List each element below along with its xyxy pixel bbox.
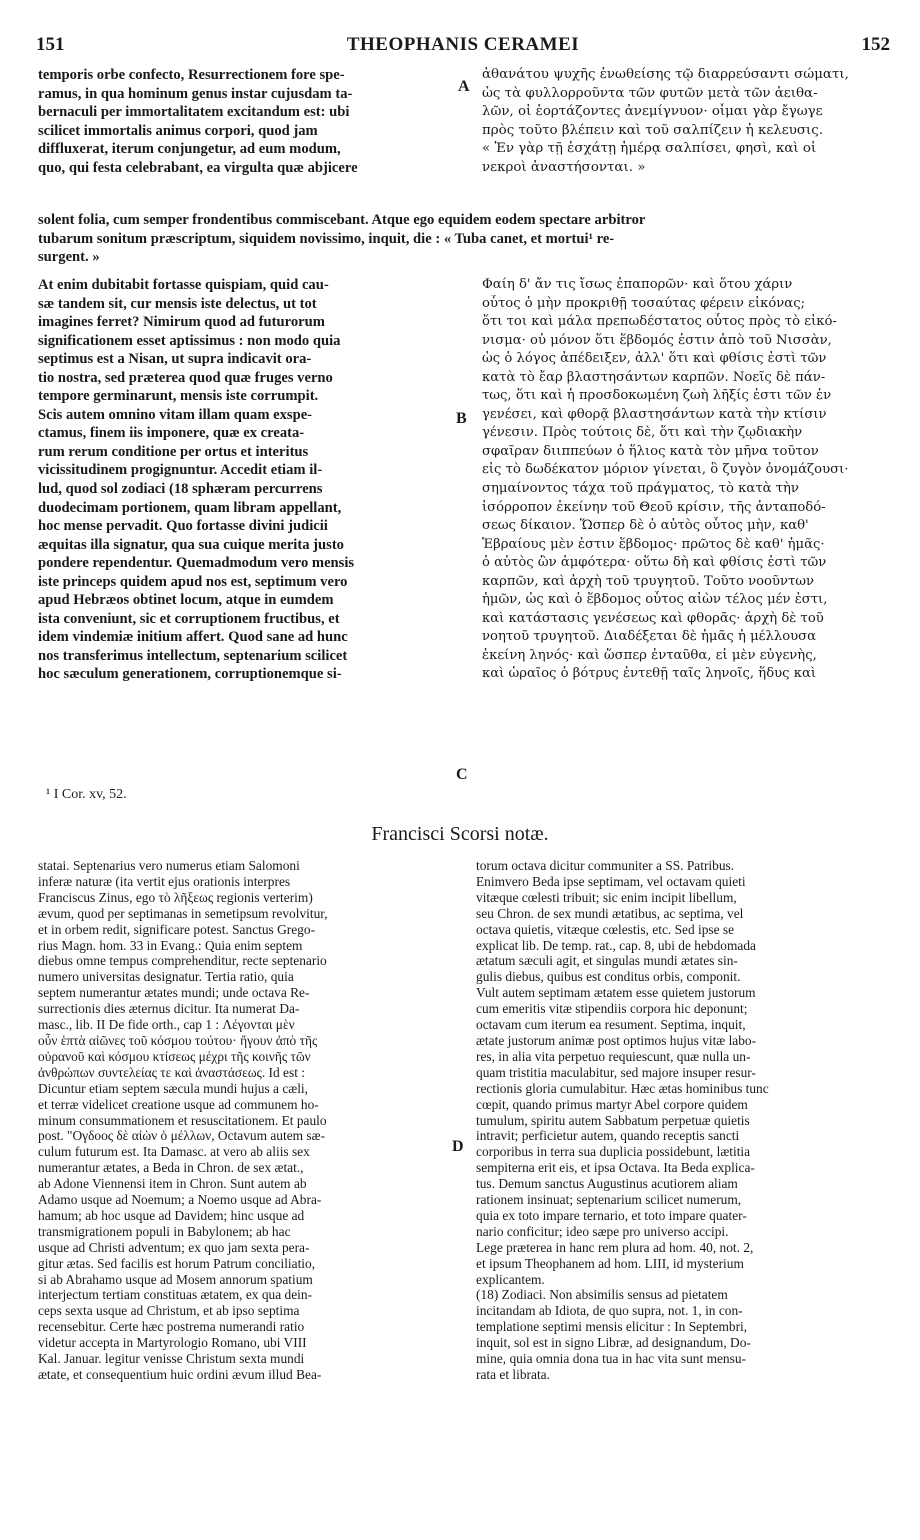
text-line: et ipsum Theophanem ad hom. LIII, id mysterium bbox=[476, 1255, 744, 1271]
text-line: ὡς τὰ φυλλορροῦντα τῶν φυτῶν μετὰ τῶν ἀειθα- bbox=[482, 85, 818, 101]
text-line: cœpit, quando primus martyr Abel corpore quidem bbox=[476, 1096, 748, 1112]
text-line: inquit, sol est in signo Libræ, ad designandum, Do- bbox=[476, 1335, 751, 1351]
text-line: octavam cum iterum ea resument. Septima, inquit, bbox=[476, 1017, 746, 1033]
text-line: nos transferimus intellectum, septenarium scilicet bbox=[38, 647, 348, 664]
text-line: ævum, quod per septimanas in semetipsum revolvitur, bbox=[38, 905, 328, 921]
greek-column-main bbox=[482, 276, 888, 684]
text-line: nario conficitur; ideo sæpe pro universo accipi. bbox=[476, 1223, 729, 1239]
text-line: numerantur ætates, a Beda in Chron. de sex ætat., bbox=[38, 1160, 304, 1176]
text-line: tempore germinarunt, mensis iste corrumpit. bbox=[38, 388, 319, 405]
text-line: gitur ætas. Sed facilis est horum Patrum conciliatio, bbox=[38, 1255, 316, 1271]
text-line: σεως δίκαιον. Ὥσπερ δὲ ὁ αὐτὸς οὗτος μὴν, καθ' bbox=[482, 518, 809, 534]
text-line: corporibus in terra sua duplicia possidebunt, lætitia bbox=[476, 1144, 751, 1160]
text-line: quia ex toto impare ternario, et toto impare quater- bbox=[476, 1207, 747, 1223]
text-line: sæ tandem sit, cur mensis iste delectus, ut tot bbox=[38, 295, 317, 312]
text-line: interjectum tertiam constituas ætatem, ex qua dein- bbox=[38, 1287, 313, 1303]
text-line: rius Magn. hom. 33 in Evang.: Quia enim septem bbox=[38, 937, 303, 953]
text-line: tumulum, spiritu autem Sabbatum perpetuæ quietis bbox=[476, 1112, 750, 1128]
text-line: templatione septimi mensis elicitur : In Septembri, bbox=[476, 1319, 748, 1335]
text-line: explicat lib. De temp. rat., cap. 8, ubi de hebdomada bbox=[476, 937, 756, 953]
text-line: ἡμῶν, ὡς καὶ ὁ ἕβδομος οὗτος αἰὼν τέλος μέν ἐστι, bbox=[482, 592, 828, 608]
text-line: iste princeps quidem apud nos est, septimum vero bbox=[38, 573, 348, 590]
text-line: cum emeritis vitæ stipendiis corpora hic deponunt; bbox=[476, 1001, 748, 1017]
text-line: idem vindemiæ initium affert. Quod sane ad hunc bbox=[38, 629, 348, 646]
text-line: temporis orbe confecto, Resurrectionem fore spe- bbox=[38, 67, 345, 83]
text-line: ctamus, finem iis imponere, quæ ex creata- bbox=[38, 425, 305, 442]
text-line: At enim dubitabit fortasse quispiam, quid cau- bbox=[38, 277, 329, 293]
text-line: octava quietis, vitæque cœlestis, etc. Sed ipse se bbox=[476, 921, 735, 937]
text-line: Kal. Januar. legitur venisse Christum sexta mundi bbox=[38, 1351, 305, 1367]
text-line: Adamo usque ad Noemum; a Noemo usque ad Abra- bbox=[38, 1192, 322, 1208]
text-line: inferæ naturæ (ita vertit ejus orationis interpres bbox=[38, 873, 291, 889]
text-line: minum consummationem et resuscitationem. Et paulo bbox=[38, 1112, 327, 1128]
text-line: et in orbem redit, significare potest. Sanctus Grego- bbox=[38, 921, 316, 937]
text-line: æquitas illa signatur, qua sua cuique merita justo bbox=[38, 536, 344, 553]
text-line: surrectionis dies æternus dicitur. Ita numerat Da- bbox=[38, 1001, 300, 1017]
left-page-number: 151 bbox=[36, 34, 65, 55]
greek-column-top bbox=[482, 66, 888, 177]
text-line: incitandam ab Idiota, de quo supra, not. 1, in con- bbox=[476, 1303, 743, 1319]
text-line: hoc mense pervadit. Quo fortasse divini judicii bbox=[38, 518, 328, 535]
text-line: intravit; perficietur autem, quando receptis sancti bbox=[476, 1128, 740, 1144]
text-line: mine, quia omnia dona tua in hac vita sunt mensu- bbox=[476, 1351, 746, 1367]
text-line: Enimvero Beda ipse septimam, vel octavam quieti bbox=[476, 873, 746, 889]
text-line: Ἑβραίους μὲν ἐστιν ἕβδομος· πρῶτος δὲ καθ' ἡμᾶς· bbox=[482, 536, 825, 552]
text-line: tus. Demum sanctus Augustinus acutiorem aliam bbox=[476, 1176, 738, 1192]
margin-letter-b: B bbox=[456, 410, 467, 427]
margin-letter-d: D bbox=[452, 1138, 464, 1155]
text-line: νεκροὶ ἀναστήσονται. » bbox=[482, 159, 646, 175]
text-line: πρὸς τοῦτο βλέπειν καὶ τοῦ σαλπίζειν ἡ κελευσις. bbox=[482, 122, 824, 138]
text-line: diebus omne tempus comprehenditur, recte septenario bbox=[38, 953, 327, 969]
text-line: Franciscus Zinus, ego τὸ λῆξεως regionis verterim) bbox=[38, 889, 313, 905]
text-line: Φαίη δ' ἄν τις ἴσως ἐπαπορῶν· καὶ ὅτου χάριν bbox=[482, 277, 793, 292]
text-line: rationem insinuat; septenarium scilicet numerum, bbox=[476, 1192, 742, 1208]
text-line: Lege præterea in hanc rem plura ad hom. 40, not. 2, bbox=[476, 1239, 754, 1255]
text-line: numero universitas designatur. Tertia ratio, quia bbox=[38, 969, 294, 985]
footnote-reference: ¹ I Cor. xv, 52. bbox=[46, 787, 127, 802]
text-line: ramus, in qua hominum genus instar cujusdam ta- bbox=[38, 85, 353, 102]
notes-left-column bbox=[38, 858, 452, 1383]
text-line: vicissitudinem progignuntur. Accedit etiam il- bbox=[38, 462, 323, 479]
text-line: rectionis gloria cumulabitur. Hæc ætas hominibus tunc bbox=[476, 1080, 769, 1096]
text-line: quam tristitia maculabitur, sed majore insuper resur- bbox=[476, 1064, 756, 1080]
latin-column-top bbox=[38, 66, 454, 177]
text-line: καρπῶν, καὶ ἀρχὴ τοῦ τρυγητοῦ. Τοῦτο νοοῦντων bbox=[482, 573, 815, 589]
text-line: septimus est a Nisan, ut supra indicavit ora- bbox=[38, 351, 312, 368]
running-title: THEOPHANIS CERAMEI bbox=[346, 34, 580, 55]
text-line: ceps sexta usque ad Christum, et ab ipso septima bbox=[38, 1303, 300, 1319]
text-line: pondere rependentur. Quemadmodum vero mensis bbox=[38, 555, 355, 572]
text-line: septem numerantur ætates mundi; unde octava Re- bbox=[38, 985, 310, 1001]
text-line: hamum; ab hoc usque ad Davidem; hinc usque ad bbox=[38, 1207, 305, 1223]
text-line: masc., lib. II De fide orth., cap 1 : Λέγονται μὲν bbox=[38, 1017, 295, 1033]
right-page-number: 152 bbox=[861, 34, 890, 55]
text-line: καὶ ὡραῖος ὁ βότρυς ἐντεθῇ ταῖς ληνοῖς, ἥδυς καὶ bbox=[482, 666, 817, 682]
text-line: apud Hebræos obtinet locum, atque in eumdem bbox=[38, 592, 334, 609]
text-line: σημαίνοντος τάχα τοῦ πράγματος, τὸ κατὰ τὴν bbox=[482, 481, 799, 497]
text-line: « Ἐν γὰρ τῇ ἐσχάτῃ ἡμέρᾳ σαλπίσει, φησὶ, καὶ οἱ bbox=[482, 141, 817, 157]
text-line: hoc sæculum generationem, corruptionemque si- bbox=[38, 666, 342, 683]
text-line: κατὰ τὸ ἔαρ βλαστησάντων καρπῶν. Νοεῖς δὲ πάν- bbox=[482, 369, 826, 385]
full-width-lines bbox=[38, 211, 888, 267]
text-line: culum futurum est. Ita Damasc. at vero ab aliis sex bbox=[38, 1144, 310, 1160]
text-line: Vult autem septimam ætatem esse quietem justorum bbox=[476, 985, 756, 1001]
text-line: οὖν ἑπτὰ αἰῶνες τοῦ κόσμου τούτου· ἤγουν ἀπὸ τῆς bbox=[38, 1032, 318, 1048]
text-line: ætate justorum animæ post optimos hujus vitæ labo- bbox=[476, 1032, 757, 1048]
text-line: usque ad Christi adventum; ex quo jam sexta pera- bbox=[38, 1239, 310, 1255]
text-line: quo, qui festa celebrabant, ea virgulta quæ abjicere bbox=[38, 159, 358, 176]
text-line: νοητοῦ τρυγητοῦ. Διαδέξεται δὲ ἡμᾶς ἡ μέλλουσα bbox=[482, 629, 817, 645]
text-line: Scis autem omnino vitam illam quam exspe- bbox=[38, 406, 313, 423]
running-header bbox=[36, 32, 890, 58]
text-line: λῶν, οἱ ἑορτάζοντες ἀνεμίγνυον· οἶμαι γὰρ ἔγωγε bbox=[482, 104, 823, 120]
text-line: ἀνθρώπων συντελείας τε καὶ ἀναστάσεως. Id est : bbox=[38, 1064, 305, 1080]
text-line: οὐρανοῦ καὶ κόσμου κτίσεως μέχρι τῆς κοινῆς τῶν bbox=[38, 1048, 311, 1064]
text-line: ὅτι τοι καὶ μάλα πρεπωδέστατος οὗτος πρὸς τὸ εἰκό- bbox=[482, 314, 837, 330]
text-line: γενέσει, καὶ φθορᾷ βλαστησάντων κατὰ τὴν κτίσιν bbox=[482, 406, 827, 422]
text-line: tubarum sonitum præscriptum, siquidem novissimo, inquit, die : « Tuba canet, et mortui¹ re- bbox=[38, 230, 615, 247]
text-line: lud, quod sol zodiaci (18 sphæram percurrens bbox=[38, 481, 323, 498]
text-line: rata et librata. bbox=[476, 1367, 550, 1382]
text-line: τως, ὅτι καὶ ἡ προσδοκωμένη ζωὴ λῆξίς ἐστι τῶν ἐν bbox=[482, 388, 832, 404]
text-line: post. "Ογδοος δὲ αἰὼν ὁ μέλλων, Octavum autem sæ- bbox=[38, 1128, 326, 1144]
text-line: significationem esset aptissimus : non modo quia bbox=[38, 332, 341, 349]
text-line: ἐκείνη ληνός· καὶ ὥσπερ ἐνταῦθα, εἰ μὲν εὐγενὴς, bbox=[482, 647, 817, 663]
text-line: explicantem. bbox=[476, 1271, 545, 1287]
text-line: si ab Abrahamo usque ad Mosem annorum spatium bbox=[38, 1271, 313, 1287]
text-line: scilicet immortalis animus corpori, quod jam bbox=[38, 122, 318, 139]
text-line: ἰσόρροπον ἐκείνην τοῦ Θεοῦ κρίσιν, τῆς ἀνταποδό- bbox=[482, 499, 826, 515]
text-line: recensebitur. Certe hæc postrema numerandi ratio bbox=[38, 1319, 305, 1335]
text-line: gulis diebus, quibus est conditus orbis, componit. bbox=[476, 969, 741, 985]
text-line: torum octava dicitur communiter a SS. Patribus. bbox=[476, 858, 735, 873]
text-line: res, in alia vita perpetuo requiescunt, quæ nulla un- bbox=[476, 1048, 751, 1064]
text-line: seu Chron. de sex mundi ætatibus, ac septima, vel bbox=[476, 905, 744, 921]
margin-letter-c: C bbox=[456, 766, 468, 783]
text-line: bernaculi per immortalitatem excitandum est: ubi bbox=[38, 104, 350, 121]
text-line: (18) Zodiaci. Non absimilis sensus ad pietatem bbox=[476, 1287, 728, 1303]
text-line: videtur accepta in Martyrologio Romano, ubi VIII bbox=[38, 1335, 307, 1351]
text-line: οὗτος ὁ μὴν προκριθῇ τοσαύτας φέρειν εἰκόνας; bbox=[482, 295, 806, 311]
text-line: Dicuntur etiam septem sæcula mundi hujus a cæli, bbox=[38, 1080, 308, 1096]
text-line: vitæque cœlesti tribuit; sic enim incipit libellum, bbox=[476, 889, 737, 905]
text-line: ὁ αὐτὸς ὢν ἀμφότερα· οὕτω δὴ καὶ φθίσις ἐστὶ τῶν bbox=[482, 555, 827, 571]
text-line: νισμα· οὐ μόνον ὅτι ἕβδομός ἐστιν ἀπὸ τοῦ Νισσὰν, bbox=[482, 332, 832, 348]
text-line: ætatum sæculi agit, et singulas mundi ætates sin- bbox=[476, 953, 738, 969]
text-line: ab Adone Viennensi item in Chron. Sunt autem ab bbox=[38, 1176, 307, 1192]
notes-right-column bbox=[476, 858, 890, 1383]
text-line: εἰς τὸ δωδέκατον μόριον γίνεται, ὃ ζυγὸν ὀνομάζουσι· bbox=[482, 462, 849, 478]
margin-letter-a: A bbox=[458, 78, 470, 95]
text-line: σφαῖραν διιππεύων ὁ ἥλιος κατὰ τὸν μῆνα τοῦτον bbox=[482, 443, 819, 459]
text-line: rum rerum conditione per ortus et interitus bbox=[38, 443, 309, 460]
text-line: et terræ videlicet creatione usque ad communem ho- bbox=[38, 1096, 319, 1112]
text-line: sempiterna erit eis, et ipsa Octava. Ita Beda explica- bbox=[476, 1160, 755, 1176]
text-line: καὶ κατάστασις γενέσεως καὶ φθορᾶς· ἀρχὴ δὲ τοῦ bbox=[482, 610, 824, 626]
text-line: diffluxerat, iterum conjungetur, ad eum modum, bbox=[38, 141, 341, 158]
text-line: duodecimam portionem, quam libram appellant, bbox=[38, 499, 342, 516]
text-line: ὡς ὁ λόγος ἀπέδειξεν, ἀλλ' ὅτι καὶ φθίσις ἐστὶ τῶν bbox=[482, 351, 827, 367]
text-line: tio nostra, sed præterea quod quæ fruges verno bbox=[38, 369, 333, 386]
text-line: surgent. » bbox=[38, 249, 100, 266]
text-line: statai. Septenarius vero numerus etiam Salomoni bbox=[38, 858, 300, 873]
text-line: ista conveniunt, sic et corruptionem fructibus, et bbox=[38, 610, 340, 627]
notes-heading: Francisci Scorsi notæ. bbox=[371, 823, 549, 845]
text-line: γένεσιν. Πρὸς τούτοις δὲ, ὅτι καὶ τὴν ζῳδιακὴν bbox=[482, 425, 803, 441]
text-line: imagines ferret? Nimirum quod ad futurorum bbox=[38, 314, 325, 331]
text-line: ἀθανάτου ψυχῆς ἐνωθείσης τῷ διαρρεύσαντι σώματι, bbox=[482, 67, 849, 82]
text-line: solent folia, cum semper frondentibus commiscebant. Atque ego equidem eodem spectare arbitror bbox=[38, 212, 646, 228]
text-line: ætate, et consequentium huic ordini ævum illud Bea- bbox=[38, 1367, 322, 1382]
latin-column-main bbox=[38, 276, 454, 684]
text-line: transmigrationem populi in Babylonem; ab hac bbox=[38, 1223, 291, 1239]
